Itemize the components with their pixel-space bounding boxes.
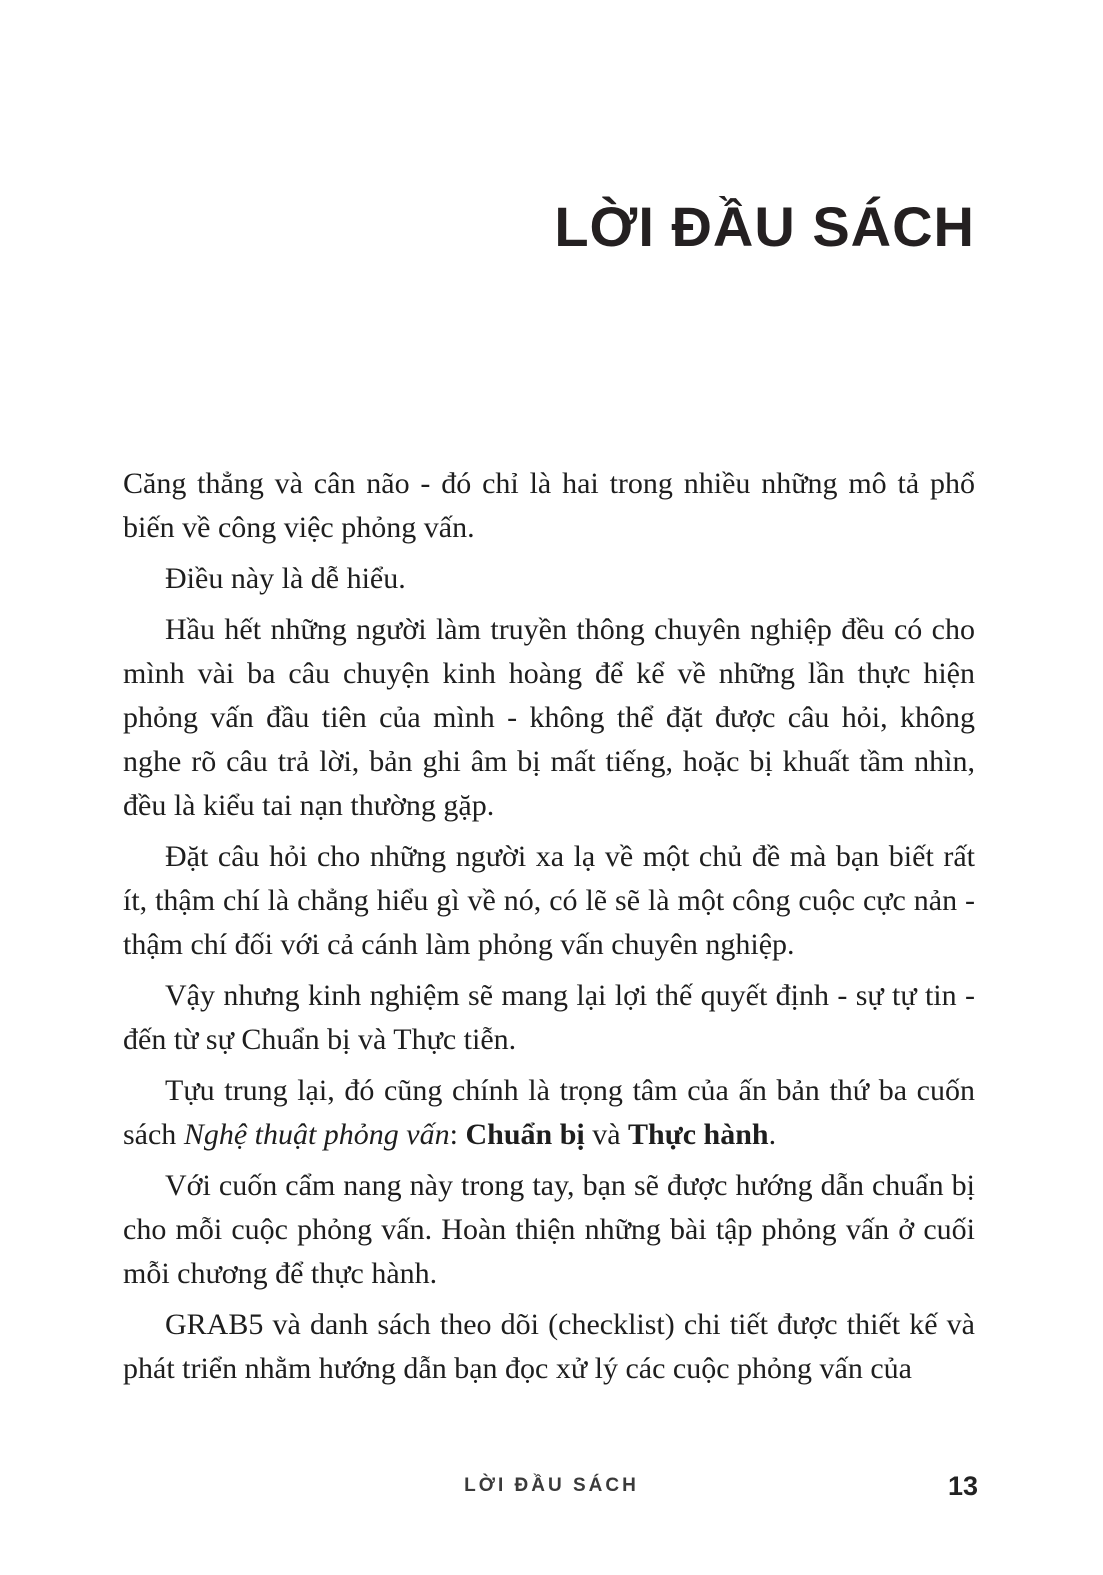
text-run: . [768, 1118, 777, 1151]
paragraph [123, 835, 975, 967]
page-footer [0, 1470, 1103, 1510]
paragraph [123, 1069, 975, 1157]
text-run: Căng thẳng và cân não - đó chỉ là hai trong nhiều những mô tả phổ biến về công việc phỏng vấn. [123, 467, 975, 544]
paragraph [123, 1164, 975, 1296]
paragraph [123, 1303, 975, 1391]
paragraph [123, 462, 975, 550]
paragraph [123, 608, 975, 828]
text-run: Điều này là dễ hiểu. [165, 562, 406, 595]
page-number: 13 [947, 1471, 978, 1501]
text-run: và [584, 1118, 629, 1151]
text-run: : [449, 1118, 466, 1151]
chapter-title: LỜI ĐẦU SÁCH [554, 195, 975, 258]
text-run: Nghệ thuật phỏng vấn [183, 1118, 450, 1151]
text-run: Tựu trung lại, đó cũng chính là trọng tâm của ấn bản thứ ba cuốn sách [123, 1074, 975, 1151]
body-paragraphs [123, 462, 975, 1398]
paragraph [123, 974, 975, 1062]
text-run: Vậy nhưng kinh nghiệm sẽ mang lại lợi thế quyết định - sự tự tin - đến từ sự Chuẩn bị và Thực tiễn. [123, 979, 975, 1056]
text-run: Đặt câu hỏi cho những người xa lạ về một chủ đề mà bạn biết rất ít, thậm chí là chẳng hiểu gì về nó, có lẽ sẽ là một công cuộc cực nản - thậm chí đối với cả cánh làm phỏng vấn chuyên nghiệp. [123, 840, 975, 961]
text-run: Hầu hết những người làm truyền thông chuyên nghiệp đều có cho mình vài ba câu chuyện kinh hoàng để kể về những lần thực hiện phỏng vấn đầu tiên của mình - không thể đặt được câu hỏi, không nghe rõ câu trả lời, bản ghi âm bị mất tiếng, hoặc bị khuất tầm nhìn, đều là kiểu tai nạn thường gặp. [123, 613, 975, 822]
text-run: Thực hành [628, 1118, 769, 1151]
running-head: LỜI ĐẦU SÁCH [464, 1475, 639, 1496]
text-run: Chuẩn bị [465, 1118, 585, 1151]
text-run: Với cuốn cẩm nang này trong tay, bạn sẽ được hướng dẫn chuẩn bị cho mỗi cuộc phỏng vấn. Hoàn thiện những bài tập phỏng vấn ở cuối mỗi chương để thực hành. [123, 1169, 975, 1290]
paragraph [123, 557, 975, 601]
text-run: GRAB5 và danh sách theo dõi (checklist) chi tiết được thiết kế và phát triển nhằm hướng dẫn bạn đọc xử lý các cuộc phỏng vấn của [123, 1308, 975, 1385]
